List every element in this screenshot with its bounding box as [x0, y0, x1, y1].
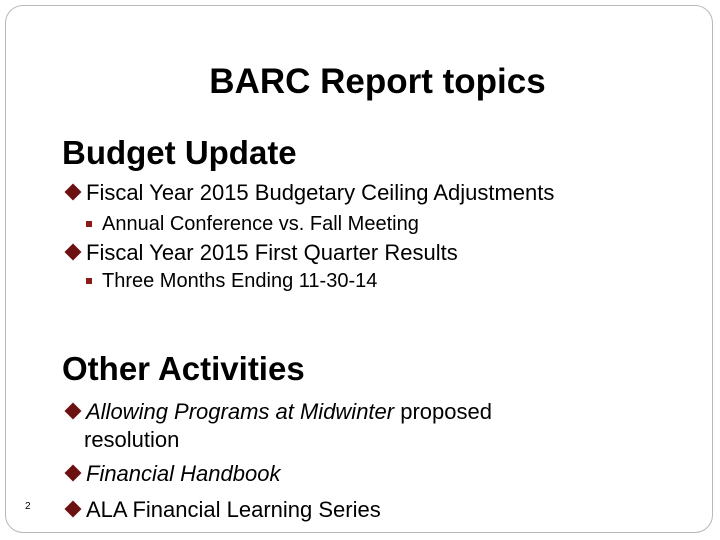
- bullet-text: Fiscal Year 2015 Budgetary Ceiling Adjustments: [86, 180, 555, 205]
- bullet-text: proposed: [394, 399, 492, 424]
- bullet-text-italic: Financial Handbook: [86, 461, 281, 486]
- diamond-bullet-icon: [65, 403, 82, 420]
- bullet-text: ALA Financial Learning Series: [86, 497, 381, 522]
- diamond-bullet-icon: [65, 501, 82, 518]
- bullet-financial-handbook: [64, 460, 664, 488]
- section-heading-other: Other Activities: [62, 350, 305, 387]
- diamond-bullet-icon: [65, 244, 82, 261]
- sub-bullet-annual-conference: [86, 211, 419, 237]
- square-bullet-icon: [86, 278, 92, 284]
- diamond-bullet-icon: [65, 184, 82, 201]
- bullet-text-italic: Allowing Programs at Midwinter: [86, 399, 395, 424]
- slide-number: 2: [25, 501, 31, 512]
- bullet-learning-series: [64, 496, 664, 524]
- bullet-text: Fiscal Year 2015 First Quarter Results: [86, 240, 458, 265]
- bullet-text-continuation: resolution: [84, 427, 180, 452]
- slide-title: BARC Report topics: [209, 62, 546, 101]
- sub-bullet-three-months: [86, 268, 377, 294]
- sub-bullet-text: Three Months Ending 11-30-14: [102, 270, 378, 292]
- bullet-allowing-programs: [64, 398, 664, 454]
- square-bullet-icon: [86, 221, 92, 227]
- sub-bullet-text: Annual Conference vs. Fall Meeting: [102, 213, 419, 235]
- section-heading-budget: Budget Update: [62, 134, 297, 171]
- diamond-bullet-icon: [65, 465, 82, 482]
- bullet-budgetary-ceiling: [64, 179, 664, 207]
- bullet-first-quarter: [64, 239, 664, 267]
